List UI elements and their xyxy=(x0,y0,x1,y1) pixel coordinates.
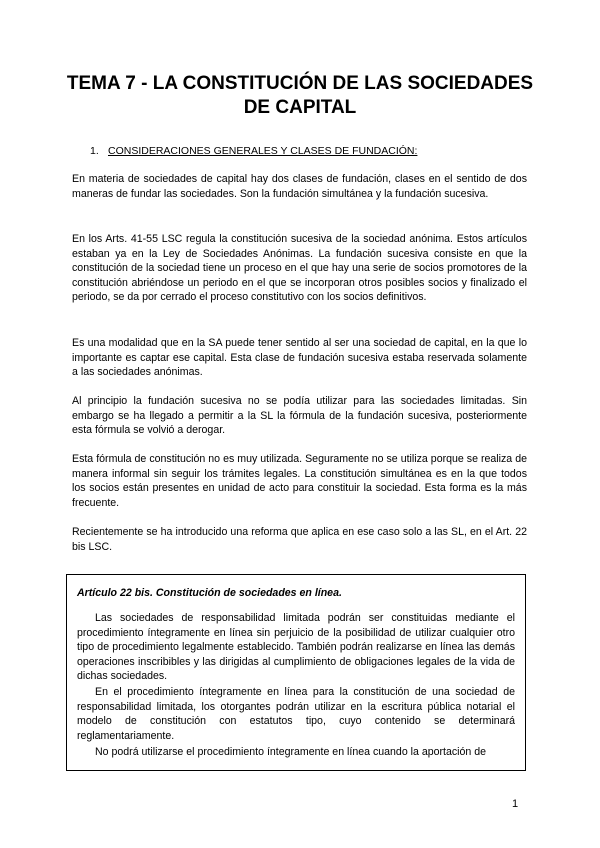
section-heading xyxy=(90,145,417,157)
paragraph-1: En materia de sociedades de capital hay dos clases de fundación, clases en el sentido de dos maneras de fundar las sociedades. Son la fundación simultánea y la fundación sucesiva. xyxy=(72,173,527,200)
document-title: TEMA 7 - LA CONSTITUCIÓN DE LAS SOCIEDADES DE CAPITAL xyxy=(66,73,534,118)
section-title: CONSIDERACIONES GENERALES Y CLASES DE FUNDACIÓN: xyxy=(108,145,418,157)
section-number: 1. xyxy=(90,145,99,157)
paragraph-4: Al principio la fundación sucesiva no se podía utilizar para las sociedades limitadas. Sin embargo se ha llegado a permitir a la SL la fórmula de la fundación sucesiva, posteriormente esta fórmula se volvió a derogar. xyxy=(72,395,527,437)
paragraph-5: Esta fórmula de constitución no es muy utilizada. Seguramente no se utiliza porque se realiza de manera informal sin seguir los trámites legales. La constitución simultánea es en la que todos los socios están presentes en unidad de acto para constituir la sociedad. Esta forma es la más frecuente. xyxy=(72,453,527,509)
article-title: Artículo 22 bis. Constitución de sociedades en línea. xyxy=(77,587,342,599)
article-paragraph-1: Las sociedades de responsabilidad limitada podrán ser constituidas mediante el procedimiento íntegramente en línea sin perjuicio de la posibilidad de utilizar cualquier otro tipo de procedimiento legalmente establecido. También podrán realizarse en línea las demás operaciones inscribibles y las dirigidas al cumplimiento de obligaciones legales de la vida de dichas sociedades. xyxy=(77,612,515,683)
article-box xyxy=(66,574,526,771)
paragraph-6: Recientemente se ha introducido una reforma que aplica en ese caso solo a las SL, en el Art. 22 bis LSC. xyxy=(72,526,527,553)
article-paragraph-2: En el procedimiento íntegramente en línea para la constitución de una sociedad de responsabilidad limitada, los otorgantes podrán utilizar en la escritura pública notarial el modelo de constitución con estatutos tipo, cuyo contenido se determinará reglamentariamente. xyxy=(77,686,515,742)
paragraph-3: Es una modalidad que en la SA puede tener sentido al ser una sociedad de capital, en la que lo importante es captar ese capital. Esta clase de fundación sucesiva estaba reservada solamente a las sociedades anónimas. xyxy=(72,337,527,379)
page-number: 1 xyxy=(512,798,519,810)
paragraph-2: En los Arts. 41-55 LSC regula la constitución sucesiva de la sociedad anónima. Estos artículos estaban ya en la Ley de Sociedades Anónimas. La fundación sucesiva consiste en que la constitución de la sociedad tiene un proceso en el que hay una serie de socios promotores de la constitución abriéndose un periodo en el que se incorporan otros posibles socios y finalizado el periodo, se da por cerrado el proceso constitutivo con los socios definitivos. xyxy=(72,233,527,304)
article-paragraph-3: No podrá utilizarse el procedimiento íntegramente en línea cuando la aportación de xyxy=(95,746,487,758)
